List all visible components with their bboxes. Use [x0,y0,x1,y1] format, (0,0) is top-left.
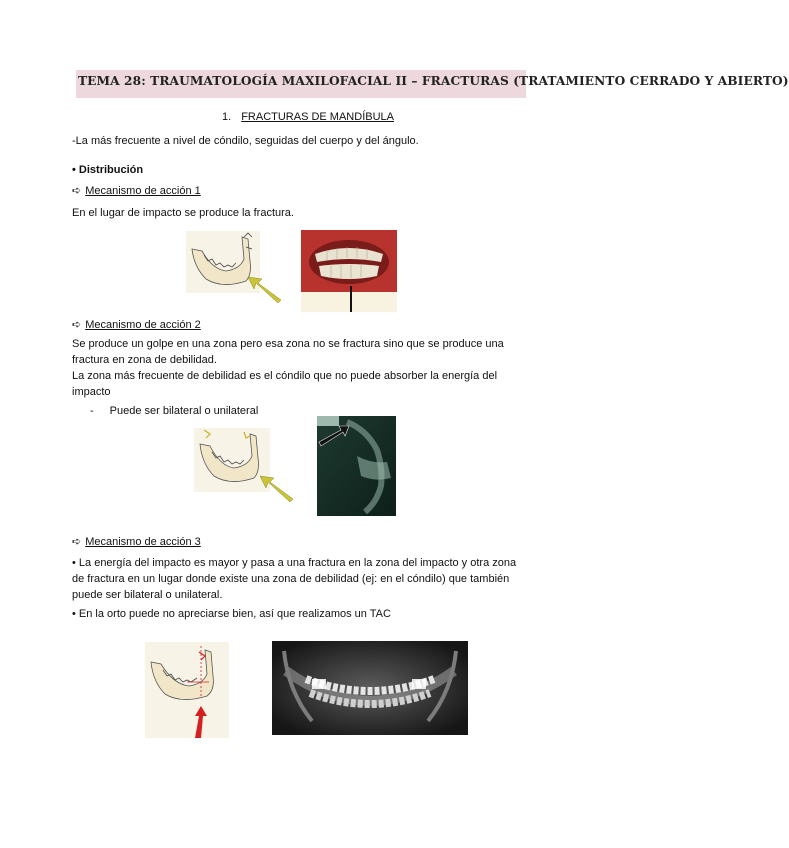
section-title: FRACTURAS DE MANDÍBULA [241,111,394,123]
mecanismo2-text2: La zona más frecuente de debilidad es el cóndilo que no puede absorber la energía del impacto [72,370,498,398]
mecanismo2-text1: Se produce un golpe en una zona pero esa zona no se fractura sino que se produce una fractura en zona de debilidad. [72,338,504,366]
mecanismo3-text2: • En la orto puede no apreciarse bien, así que realizamos un TAC [72,608,391,620]
mandible-diagram-1 [186,231,286,307]
distribucion-heading [72,162,143,178]
mecanismo1-heading [72,183,201,199]
section-heading [222,111,394,123]
section-number: 1. [222,111,232,123]
mecanismo1-label: Mecanismo de acción 1 [85,185,201,197]
arrow-bullet-icon: ➪ [72,185,82,197]
arrow-bullet-icon: ➪ [72,536,82,548]
mecanismo3-text1: • La energía del impacto es mayor y pasa a una fractura en la zona del impacto y otra zona de fractura en un lugar donde existe una zona de debilidad (ej: en el cóndilo) que también puede ser bilateral o unilateral. [72,557,517,601]
page-title: TEMA 28: TRAUMATOLOGÍA MAXILOFACIAL II – FRACTURAS (TRATAMIENTO CERRADO Y ABIERTO) [78,74,789,88]
dash-item: - Puede ser bilateral o unilateral [90,405,259,417]
mecanismo2-heading [72,317,201,333]
panoramic-xray-photo [272,641,468,735]
mecanismo3-heading [72,534,201,550]
teeth-photo [301,230,397,312]
distribucion-label: Distribución [78,164,144,176]
dash-item-text: Puede ser bilateral o unilateral [109,405,259,417]
xray-condyle-photo [317,416,396,516]
mecanismo3-label: Mecanismo de acción 3 [85,536,201,548]
mandible-diagram-3 [145,642,231,740]
mecanismo1-text: En el lugar de impacto se produce la fractura. [72,207,294,219]
arrow-bullet-icon: ➪ [72,319,82,331]
fracture-marker [350,286,352,312]
intro-text: -La más frecuente a nivel de cóndilo, seguidas del cuerpo y del ángulo. [72,135,419,147]
mecanismo2-label: Mecanismo de acción 2 [85,319,201,331]
mandible-diagram-2 [194,428,298,506]
bullet: • [72,164,76,176]
